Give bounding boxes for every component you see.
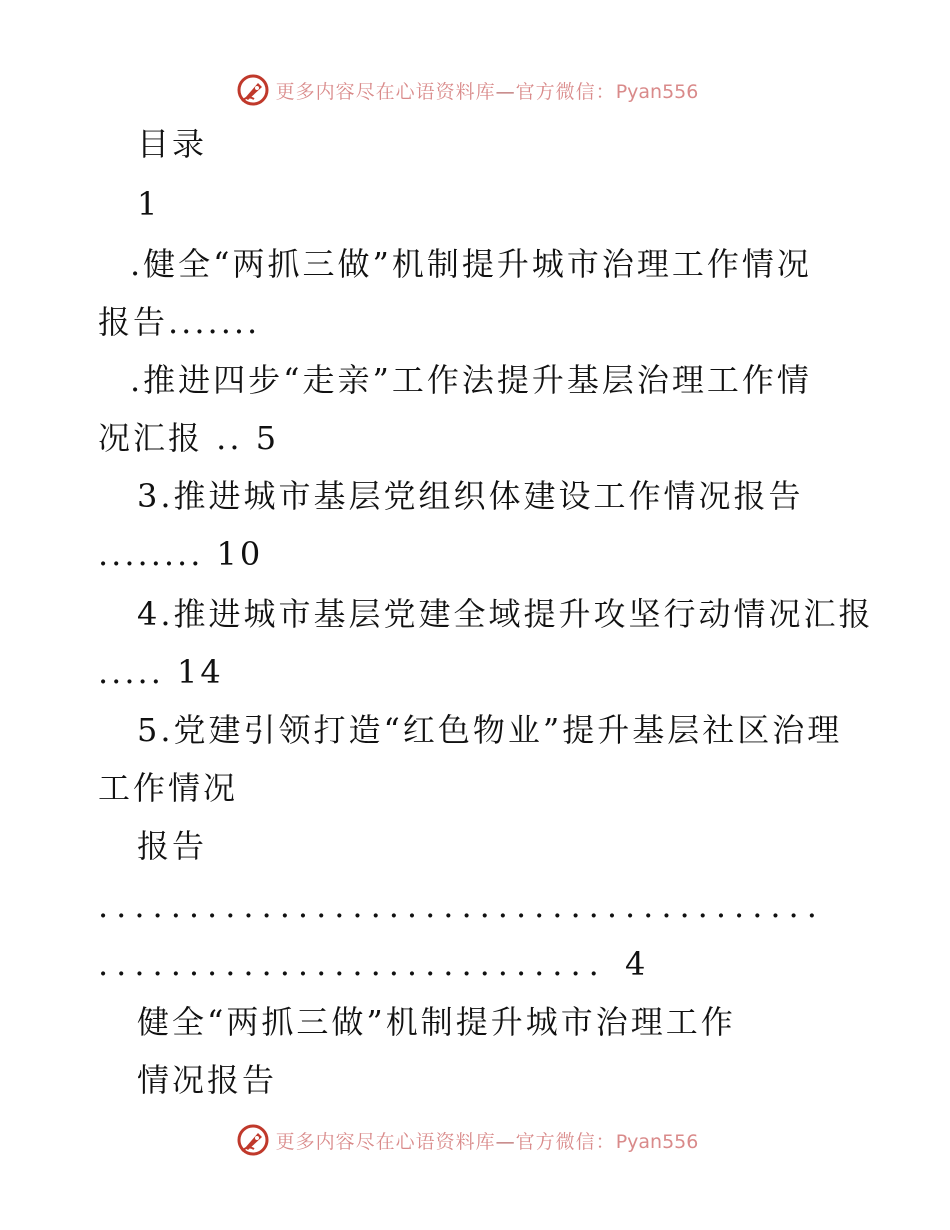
watermark <box>236 1123 699 1157</box>
toc-entry-1-line2: 报告....... <box>98 303 261 341</box>
watermark-brand: 更多内容尽在心语资料库 <box>275 80 496 103</box>
pen-nib-circle-icon <box>236 1123 270 1157</box>
toc-entry-4-line2: ..... 14 <box>98 653 224 691</box>
toc-index-number: 1 <box>137 185 161 223</box>
toc-entry-4-line1: 4.推进城市基层党建全域提升攻坚行动情况汇报 <box>137 595 874 633</box>
watermark-dash: — <box>495 1130 516 1153</box>
watermark-brand: 更多内容尽在心语资料库 <box>275 1130 496 1153</box>
toc-entry-5-line1: 5.党建引领打造“红色物业”提升基层社区治理 <box>137 711 843 749</box>
toc-entry-5-continuation: 报告 <box>137 827 208 865</box>
watermark-dash: — <box>495 80 516 103</box>
toc-entry-3-line2: ........ 10 <box>98 535 264 573</box>
toc-leader-dots-1: ........................................ <box>98 887 825 925</box>
watermark-text <box>276 1127 699 1154</box>
toc-leader-dots-2: ............................ 4 <box>98 945 654 983</box>
watermark-handle: Pyan556 <box>615 80 699 103</box>
section-title-line2: 情况报告 <box>137 1061 278 1099</box>
toc-title: 目录 <box>137 125 208 163</box>
toc-entry-1-line1: .健全“两抓三做”机制提升城市治理工作情况 <box>130 245 812 283</box>
toc-entry-2-line1: .推进四步“走亲”工作法提升基层治理工作情 <box>130 361 812 399</box>
toc-entry-2-line2: 况汇报 .. 5 <box>98 419 280 457</box>
footer-watermark <box>0 1120 950 1160</box>
section-title-line1: 健全“两抓三做”机制提升城市治理工作 <box>137 1003 736 1041</box>
watermark-official: 官方微信： <box>515 80 616 103</box>
watermark-handle: Pyan556 <box>615 1130 699 1153</box>
toc-entry-3-line1: 3.推进城市基层党组织体建设工作情况报告 <box>137 477 804 515</box>
watermark-official: 官方微信： <box>515 1130 616 1153</box>
toc-entry-5-line2: 工作情况 <box>98 769 239 807</box>
